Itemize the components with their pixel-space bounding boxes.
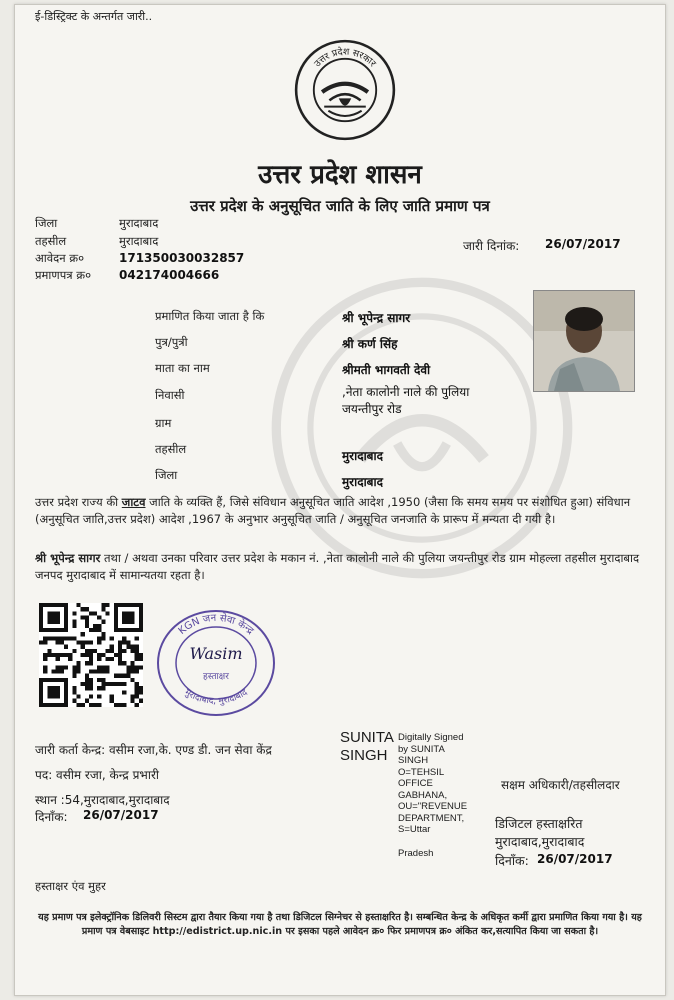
mother-name-label: माता का नाम [155,361,210,375]
up-govt-emblem [293,38,397,142]
application-no-label: आवेदन क्र० [35,251,85,265]
tehsil-value: मुरादाबाद [119,234,159,248]
applicant-name: श्री भूपेन्द्र सागर [342,311,411,325]
issuer-date-label: दिनाँक: [35,810,68,824]
signer-name: SUNITA SINGH [340,729,394,764]
district-value: मुरादाबाद [119,216,159,230]
footer-note: यह प्रमाण पत्र इलेक्ट्रॉनिक डिलिवरी सिस्टम द्वारा तैयार किया गया है तथा डिजिटल सिग्नेचर से हस्ताक्षरित है। सम्बन्धित केन्द्र के अधिकृत कर्मी द्वारा प्रमाणित किया गया है। यह प्रमाण पत्र वेबसाइट http://edistrict.up.nic.in पर इसका पहले आवेदन क्र० फिर प्रमाणपत्र क्र० अंकित कर,सत्यापित किया जा सकता है। [38,912,642,937]
issuing-center: जारी कर्ता केन्द्र: वसीम रजा,के. एण्ड डी. जन सेवा केंद्र [35,743,272,757]
residence-paragraph: श्री भूपेन्द्र सागर तथा / अथवा उनका परिवार उत्तर प्रदेश के मकान नं. ,नेता कालोनी नाले की पुलिया जयन्तीपुर रोड ग्राम मोहल्ला तहसील मुरादाबाद जनपद मुरादाबाद में सामान्यतया रहता है। [35,551,640,582]
svg-text:Wasim: Wasim [189,644,243,663]
resident-label: निवासी [155,388,185,402]
caste-name: जाटव [121,495,146,509]
applicant-name-inline: श्री भूपेन्द्र सागर [35,551,101,565]
certificate-subtitle: उत्तर प्रदेश के अनुसूचित जाति के लिए जाति प्रमाण पत्र [190,197,490,215]
issuer-post: पद: वसीम रजा, केन्द्र प्रभारी [35,768,159,782]
certificate-no-label: प्रमाणपत्र क्र० [35,268,92,282]
authority-date-label: दिनाँक: [495,853,529,868]
qr-code [39,603,143,707]
issue-date-label: जारी दिनांक: [463,239,520,253]
issuer-place: स्थान :54,मुरादाबाद,मुरादाबाद [35,793,170,807]
issue-date-value: 26/07/2017 [545,237,621,251]
issuer-date: 26/07/2017 [83,808,159,822]
svg-text:मुरादाबाद, मुरादाबाद: मुरादाबाद, मुरादाबाद [182,687,250,707]
tehsil-detail-value: मुरादाबाद [342,449,384,463]
district-detail-value: मुरादाबाद [342,475,384,489]
address-line1: ,नेता कालोनी नाले की पुलिया [342,385,470,399]
authority-date: 26/07/2017 [537,852,613,866]
tehsil-label: तहसील [35,234,67,248]
signature-seal-label: हस्ताक्षर एंव मुहर [35,879,106,893]
village-label: ग्राम [155,416,172,430]
certificate-page [14,4,666,996]
application-no-value: 171350030032857 [119,251,245,265]
mother-name: श्रीमती भागवती देवी [342,363,431,377]
authority-title: सक्षम अधिकारी/तहसीलदार [501,778,620,792]
svg-text:KGN जन सेवा केन्द्र: KGN जन सेवा केन्द्र [176,612,256,637]
tehsil-detail-label: तहसील [155,442,187,456]
caste-paragraph: उत्तर प्रदेश राज्य की जाटव जाति के व्यक्ति हैं, जिसे संविधान अनुसूचित जाति आदेश ,1950 (जैसा कि समय समय पर संशोधित हुआ) संविधान (अनुसूचित जाति,उत्तर प्रदेश) आदेश ,1967 के अनुभार अनुसूचित जाति / अनुसूचित जनजाति के प्रारूप में मन्यता दी गयी है। [35,495,631,526]
svg-text:हस्ताक्षर: हस्ताक्षर [203,672,229,682]
authority-place: मुरादाबाद,मुरादाबाद [495,834,585,849]
top-note: ई-डिस्ट्रिक्ट के अन्तर्गत जारी.. [35,10,153,23]
certificate-title: उत्तर प्रदेश शासन [258,160,422,190]
emblem-watermark [267,273,577,583]
svg-text:उत्तर प्रदेश सरकार: उत्तर प्रदेश सरकार [312,46,378,70]
address-line2: जयन्तीपुर रोड [342,402,402,416]
father-name: श्री कर्ण सिंह [342,337,398,351]
district-detail-label: जिला [155,468,178,482]
son-daughter-label: पुत्र/पुत्री [155,335,188,349]
digital-sign-label: डिजिटल हस्ताक्षरित [495,816,583,831]
applicant-photo [533,290,635,392]
digital-signature-details: Digitally Signed by SUNITA SINGH O=TEHSIL OFFICE GABHANA, OU="REVENUE DEPARTMENT, S=Uttar Pradesh [398,732,468,859]
certificate-no-value: 042174004666 [119,268,220,282]
certify-label: प्रमाणित किया जाता है कि [155,309,265,323]
district-label: जिला [35,216,58,230]
kgn-seal [152,605,280,717]
